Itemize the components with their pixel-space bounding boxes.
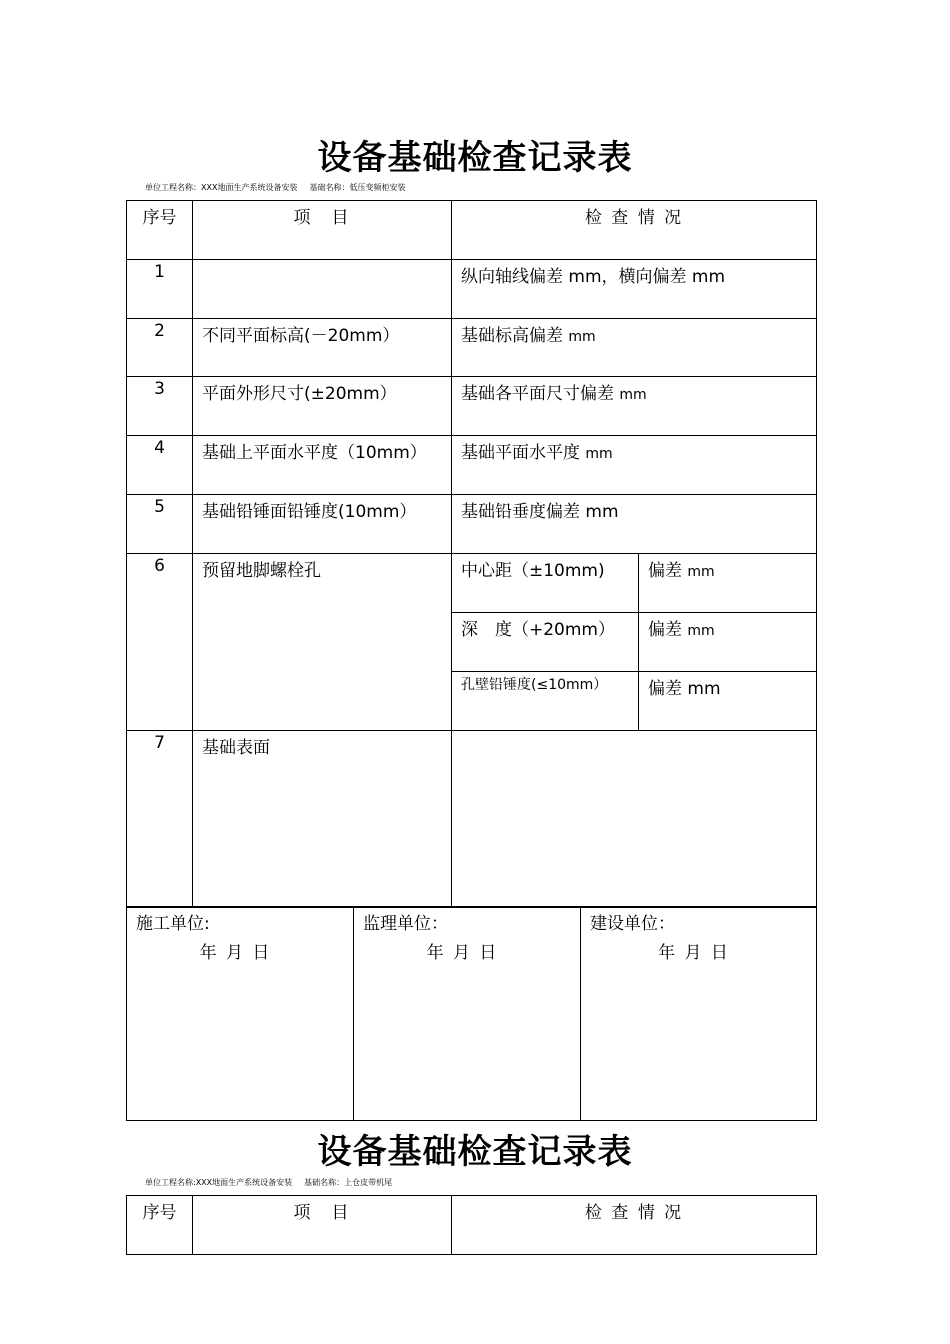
row-status: 基础标高偏差 (461, 326, 563, 346)
row-no: 3 (127, 377, 193, 436)
table-row (127, 731, 817, 908)
unit-label: mm (568, 329, 596, 345)
sub-deviation: 偏差 (648, 561, 682, 581)
row-no: 2 (127, 319, 193, 377)
header-item: 项 目 (193, 1196, 452, 1255)
signature-date: 年 月 日 (658, 943, 730, 963)
header-status: 检 查 情 况 (452, 201, 817, 260)
row-item: 基础表面 (193, 731, 452, 908)
row-status-cell (452, 377, 817, 436)
row-no: 5 (127, 495, 193, 554)
sub-deviation: 偏差 (648, 620, 682, 640)
header-item: 项 目 (193, 201, 452, 260)
signature-date: 年 月 日 (199, 943, 272, 963)
row-no: 7 (127, 731, 193, 908)
row-status (452, 731, 817, 908)
row-item (193, 260, 452, 319)
signature-row (127, 907, 817, 1121)
project-name-label: 单位工程名称：XXX地面生产系统设备安装 (145, 183, 298, 192)
table-row (127, 554, 817, 613)
row-status: 基础各平面尺寸偏差 (461, 384, 614, 404)
page-title-2: 设备基础检查记录表 (317, 1132, 633, 1172)
sub-label: 中心距（±10mm) (452, 554, 639, 613)
row-item: 基础上平面水平度（10mm） (193, 436, 452, 495)
table-row (127, 260, 817, 319)
signature-cell-owner (581, 907, 817, 1121)
row-item: 基础铅锤面铅锤度(10mm） (193, 495, 452, 554)
table-row (127, 377, 817, 436)
signature-table (126, 906, 817, 1121)
row-no: 6 (127, 554, 193, 731)
project-name-label: 单位工程名称:XXX地面生产系统设备安装 (145, 1178, 293, 1187)
signature-label: 监理单位： (363, 914, 448, 934)
subtitle-line-2 (145, 1177, 404, 1188)
sub-deviation: 偏差 mm (639, 672, 817, 731)
row-item: 平面外形尺寸(±20mm） (193, 377, 452, 436)
row-status: 纵向轴线偏差 mm，横向偏差 mm (452, 260, 817, 319)
signature-cell-construction (127, 907, 354, 1121)
table-row (127, 319, 817, 377)
table-header-row (127, 1196, 817, 1255)
unit-label: mm (687, 623, 715, 639)
table-row (127, 436, 817, 495)
row-status: 基础铅垂度偏差 mm (452, 495, 817, 554)
signature-label: 建设单位： (590, 914, 675, 934)
unit-label: mm (619, 387, 647, 403)
row-no: 1 (127, 260, 193, 319)
header-no: 序号 (127, 201, 193, 260)
unit-label: mm (585, 446, 613, 462)
inspection-table-2 (126, 1195, 817, 1255)
sub-deviation-cell (639, 554, 817, 613)
row-no: 4 (127, 436, 193, 495)
header-status: 检 查 情 况 (452, 1196, 817, 1255)
row-status-cell (452, 319, 817, 377)
sub-deviation-cell (639, 613, 817, 672)
subtitle-line (145, 182, 417, 193)
signature-date: 年 月 日 (426, 943, 499, 963)
signature-label: 施工单位: (136, 914, 210, 934)
foundation-name-label: 基础名称：低压变频柜安装 (309, 183, 406, 192)
table-row (127, 495, 817, 554)
row-item: 预留地脚螺栓孔 (193, 554, 452, 731)
table-header-row (127, 201, 817, 260)
unit-label: mm (687, 564, 715, 580)
header-no: 序号 (127, 1196, 193, 1255)
foundation-name-label: 基础名称：上仓皮带机尾 (304, 1178, 393, 1187)
row-item: 不同平面标高(－20mm） (193, 319, 452, 377)
page-title: 设备基础检查记录表 (317, 138, 633, 178)
inspection-table (126, 200, 817, 908)
signature-cell-supervision (354, 907, 581, 1121)
row-status-cell (452, 436, 817, 495)
row-status: 基础平面水平度 (461, 443, 580, 463)
sub-label: 深 度（+20mm） (452, 613, 639, 672)
sub-label: 孔壁铅锤度(≤10mm） (452, 672, 639, 731)
